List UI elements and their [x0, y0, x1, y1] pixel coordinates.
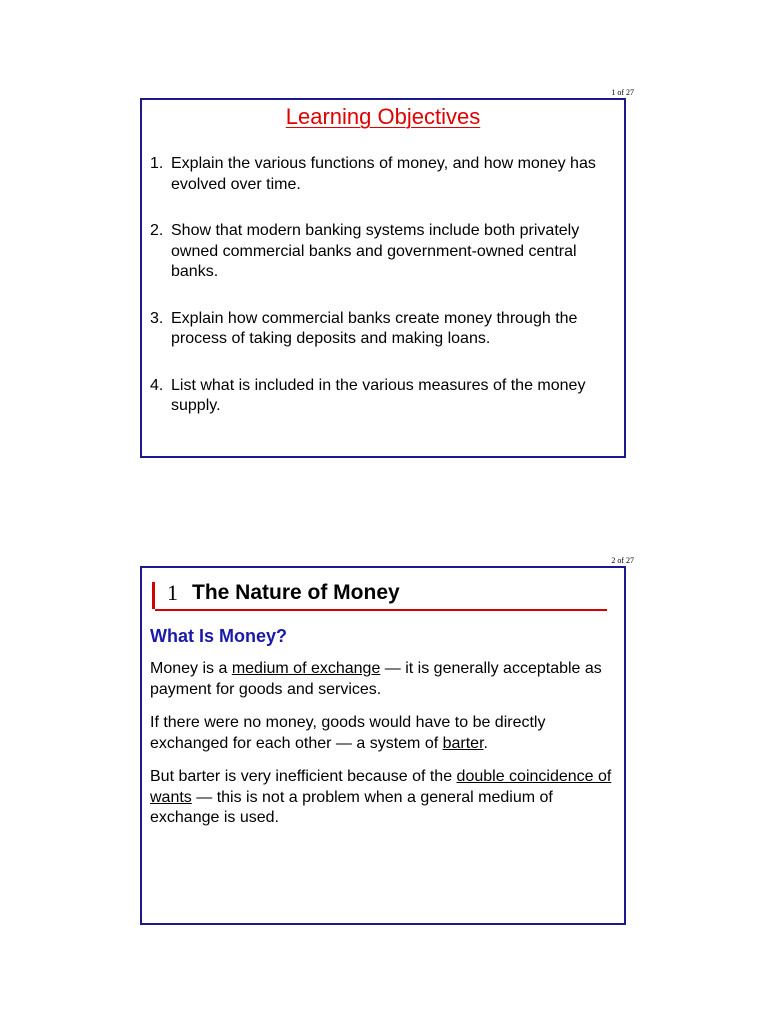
body-text	[150, 659, 620, 842]
key-term: medium of exchange	[231, 660, 381, 677]
section-heading	[152, 580, 608, 610]
subheading: What Is Money?	[150, 626, 288, 646]
key-term: double coincidence of wants	[150, 768, 612, 806]
objective-number: 1.	[150, 155, 164, 172]
paragraph	[150, 713, 620, 754]
paragraph	[150, 767, 620, 829]
objective-text: Explain the various functions of money, and how money has evolved over time.	[171, 155, 596, 193]
page-number: 1 of 27	[611, 88, 634, 97]
objective-number: 3.	[150, 309, 164, 327]
objective-text: List what is included in the various measures of the money supply.	[171, 376, 586, 414]
section-number: 1	[167, 580, 178, 605]
slide-learning-objectives	[140, 98, 626, 458]
text-run: .	[483, 734, 488, 752]
slide-nature-of-money	[140, 566, 626, 925]
text-run: If there were no money, goods would have to be directly exchanged for each other — a system of	[150, 714, 546, 752]
page-number: 2 of 27	[611, 556, 634, 565]
key-term: barter	[442, 734, 484, 752]
objective-item	[150, 309, 620, 350]
heading-underline	[155, 609, 607, 611]
text-run: — it is generally acceptable as payment for goods and services.	[150, 660, 602, 698]
objective-item	[150, 376, 620, 417]
heading-accent-bar	[152, 582, 155, 609]
objectives-list	[150, 154, 620, 443]
objective-item	[150, 221, 620, 283]
objective-item	[150, 154, 620, 195]
text-run: Money is a	[150, 660, 232, 677]
objective-number: 4.	[150, 376, 164, 394]
text-run: But barter is very inefficient because of the	[150, 768, 457, 785]
objective-number: 2.	[150, 222, 164, 239]
objective-text: Show that modern banking systems include both privately owned commercial banks and government-owned central banks.	[171, 222, 580, 280]
paragraph	[150, 659, 620, 700]
text-run: — this is not a problem when a general medium of exchange is used.	[150, 788, 553, 826]
slide-title: Learning Objectives	[285, 104, 481, 129]
section-title: The Nature of Money	[192, 581, 400, 604]
objective-text: Explain how commercial banks create money through the process of taking deposits and making loans.	[171, 309, 578, 347]
